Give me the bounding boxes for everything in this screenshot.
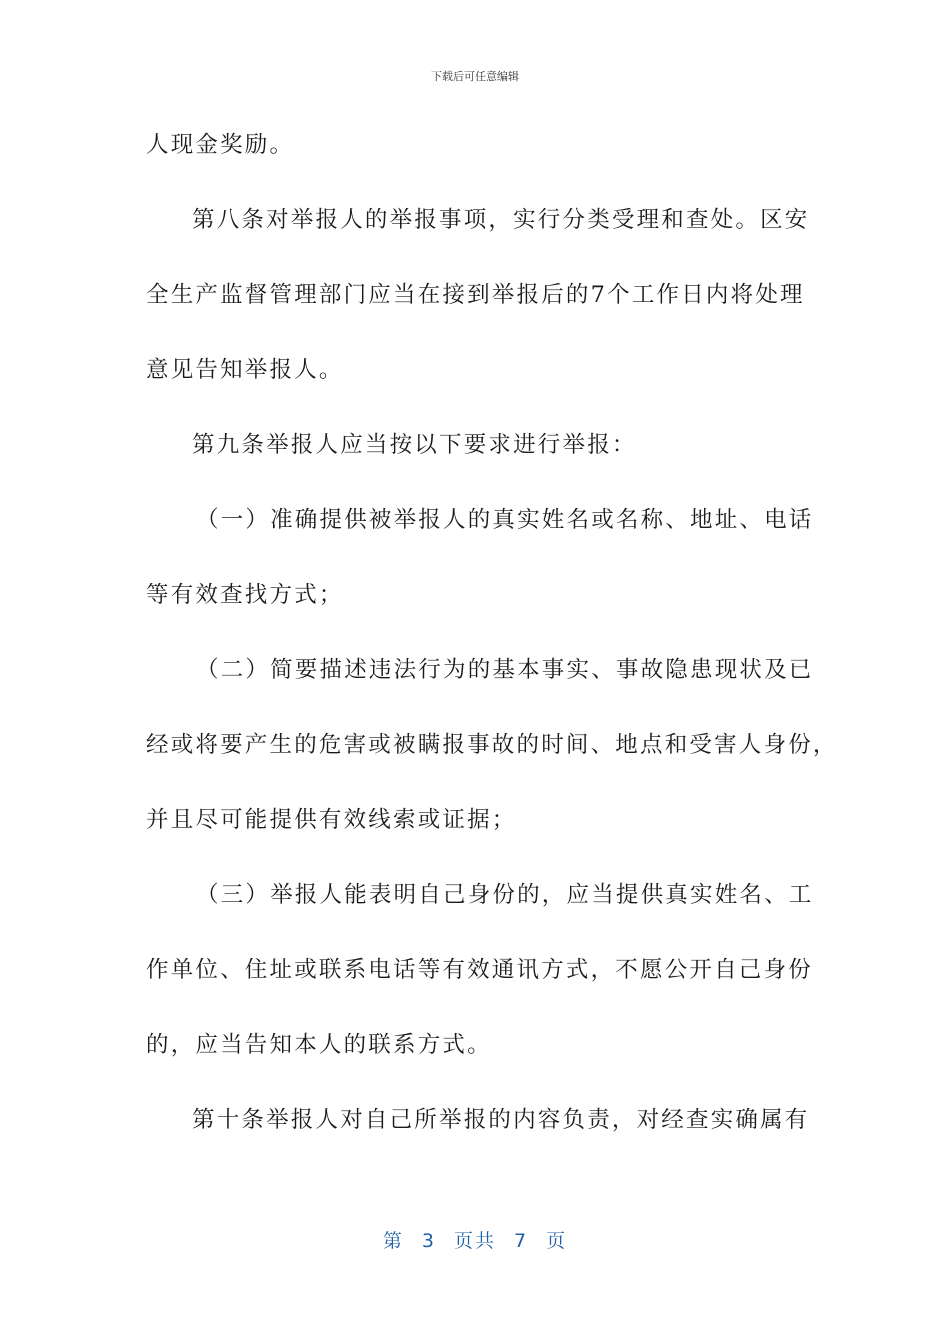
paragraph-line: 的，应当告知本人的联系方式。 (146, 1032, 492, 1058)
paragraph-line: 经或将要产生的危害或被瞒报事故的时间、地点和受害人身份， (146, 732, 838, 758)
paragraph-line: （二）简要描述违法行为的基本事实、事故隐患现状及已 (196, 657, 814, 683)
paragraph-line: 等有效查找方式； (146, 582, 344, 608)
paragraph-line: 并且尽可能提供有效线索或证据； (146, 807, 517, 833)
page-number: 3 (421, 1230, 436, 1252)
total-pages: 7 (514, 1230, 529, 1252)
page-label-middle: 页共 (453, 1230, 496, 1252)
page-footer (0, 1226, 950, 1253)
page-label-suffix: 页 (546, 1230, 568, 1252)
document-body (146, 113, 838, 1163)
paragraph-line: 全生产监督管理部门应当在接到举报后的7个工作日内将处理 (146, 282, 805, 308)
paragraph-line: 第九条举报人应当按以下要求进行举报： (192, 432, 637, 458)
paragraph-line: 第十条举报人对自己所举报的内容负责，对经查实确属有 (192, 1107, 810, 1133)
page-label-prefix: 第 (382, 1230, 404, 1252)
paragraph-line: （一）准确提供被举报人的真实姓名或名称、地址、电话 (196, 507, 814, 533)
paragraph-line: 人现金奖励。 (146, 132, 295, 158)
paragraph-line: （三）举报人能表明自己身份的，应当提供真实姓名、工 (196, 882, 814, 908)
paragraph-line: 第八条对举报人的举报事项，实行分类受理和查处。区安 (192, 207, 810, 233)
page-header: 下载后可任意编辑 (431, 70, 519, 83)
paragraph-line: 意见告知举报人。 (146, 357, 344, 383)
paragraph-line: 作单位、住址或联系电话等有效通讯方式，不愿公开自己身份 (146, 957, 813, 983)
